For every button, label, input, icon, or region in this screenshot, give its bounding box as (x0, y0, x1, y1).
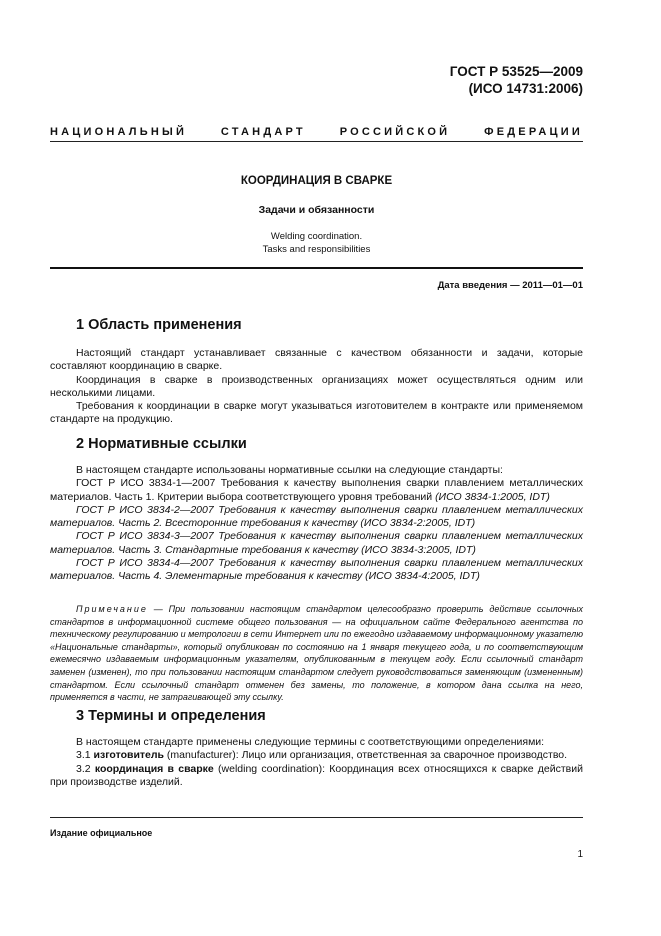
standard-identifier (450, 63, 583, 97)
term-3-2-definition: (welding coordination): Координация всех относящихся к сварке действий при производстве изделий. (50, 762, 583, 788)
section-3-intro: В настоящем стандарте применены следующие термины с соответствующими определениями: (76, 736, 545, 748)
english-title (50, 230, 583, 256)
section-2-body (50, 464, 583, 584)
note-text: — При пользовании настоящим стандартом целесообразно проверить действие ссылочных стандартов в информационной системе общего пользования — на официальном сайте Федерального агентства по техническому регулированию и метрологии в сети Интернет или по ежегодно издаваемому информационному указателю «Национальные стандарты», который опубликован по состоянию на 1 января текущего года, и по соответствующим ежемесячно издаваемым информационным указателям, опубликованным в текущем году. Если ссылочный стандарт заменен (изменен), то при пользовании настоящим стандартом следует руководствоваться заменяющим (измененным) стандартом. Если ссылочный стандарт отменен без замены, то положение, в котором дана ссылка на него, применяется в части, не затрагивающей эту ссылку. (50, 604, 583, 703)
reference-1-text: ГОСТ Р ИСО 3834-1—2007 Требования к качеству выполнения сварки плавлением металлических материалов. Часть 1. Критерии выбора соответствующего уровня требований (50, 477, 583, 503)
page-number: 1 (577, 849, 583, 860)
section-1-heading: 1 Область применения (76, 317, 242, 333)
national-standard-banner: НАЦИОНАЛЬНЫЙ СТАНДАРТ РОССИЙСКОЙ ФЕДЕРАЦИИ (50, 126, 583, 138)
document-title: КООРДИНАЦИЯ В СВАРКЕ (240, 175, 393, 187)
reference-2: ГОСТ Р ИСО 3834-2—2007 Требования к качеству выполнения сварки плавлением металлических материалов. Часть 2. Всесторонние требования к качеству (ИСО 3834-2:2005, IDT) (50, 503, 583, 530)
section-1-paragraph-3: Требования к координации в сварке могут указываться изготовителем в контракте или применяемом стандарте на продукцию. (50, 400, 583, 426)
section-1-body (50, 347, 583, 427)
section-2-intro: В настоящем стандарте использованы нормативные ссылки на следующие стандарты: (76, 464, 503, 476)
official-edition-label: Издание официальное (50, 828, 153, 838)
footer-divider (50, 817, 583, 818)
section-1-paragraph-1: Настоящий стандарт устанавливает связанные с качеством обязанности и задачи, которые составляют координацию в сварке. (50, 347, 583, 373)
term-3-2 (50, 763, 583, 790)
term-3-2-name: координация в сварке (94, 762, 214, 775)
reference-1 (50, 477, 583, 504)
english-title-line-2: Tasks and responsibilities (262, 244, 371, 255)
reference-3: ГОСТ Р ИСО 3834-3—2007 Требования к качеству выполнения сварки плавлением металлических материалов. Часть 3. Стандартные требования к качеству (ИСО 3834-3:2005, IDT) (50, 530, 583, 556)
term-3-1-name: изготовитель (93, 749, 165, 762)
english-title-line-1: Welding coordination. (270, 231, 363, 242)
header-divider (50, 141, 583, 142)
note-label: Примечание (76, 604, 148, 614)
section-3-body (50, 736, 583, 789)
term-3-1-definition: (manufacturer): Лицо или организация, ответственная за сварочное производство. (164, 749, 568, 762)
document-subtitle: Задачи и обязанности (258, 204, 375, 216)
reference-4: ГОСТ Р ИСО 3834-4—2007 Требования к качеству выполнения сварки плавлением металлических материалов. Часть 4. Элементарные требования к качеству (ИСО 3834-4:2005, IDT) (50, 557, 583, 583)
standard-number: ГОСТ Р 53525—2009 (449, 64, 583, 79)
iso-number: (ИСО 14731:2006) (468, 81, 583, 96)
term-3-1 (50, 749, 583, 762)
introduction-date: Дата введения — 2011—01—01 (437, 280, 583, 291)
reference-1-iso: (ИСО 3834-1:2005, IDT) (435, 490, 550, 503)
term-3-1-number: 3.1 (76, 749, 94, 762)
section-2-note (50, 603, 583, 704)
section-1-paragraph-2: Координация в сварке в производственных организациях может осуществляться одним или несколькими лицами. (50, 373, 583, 399)
term-3-2-number: 3.2 (76, 762, 95, 775)
section-3-heading: 3 Термины и определения (76, 708, 266, 724)
title-divider (50, 267, 583, 269)
section-2-heading: 2 Нормативные ссылки (76, 436, 247, 452)
